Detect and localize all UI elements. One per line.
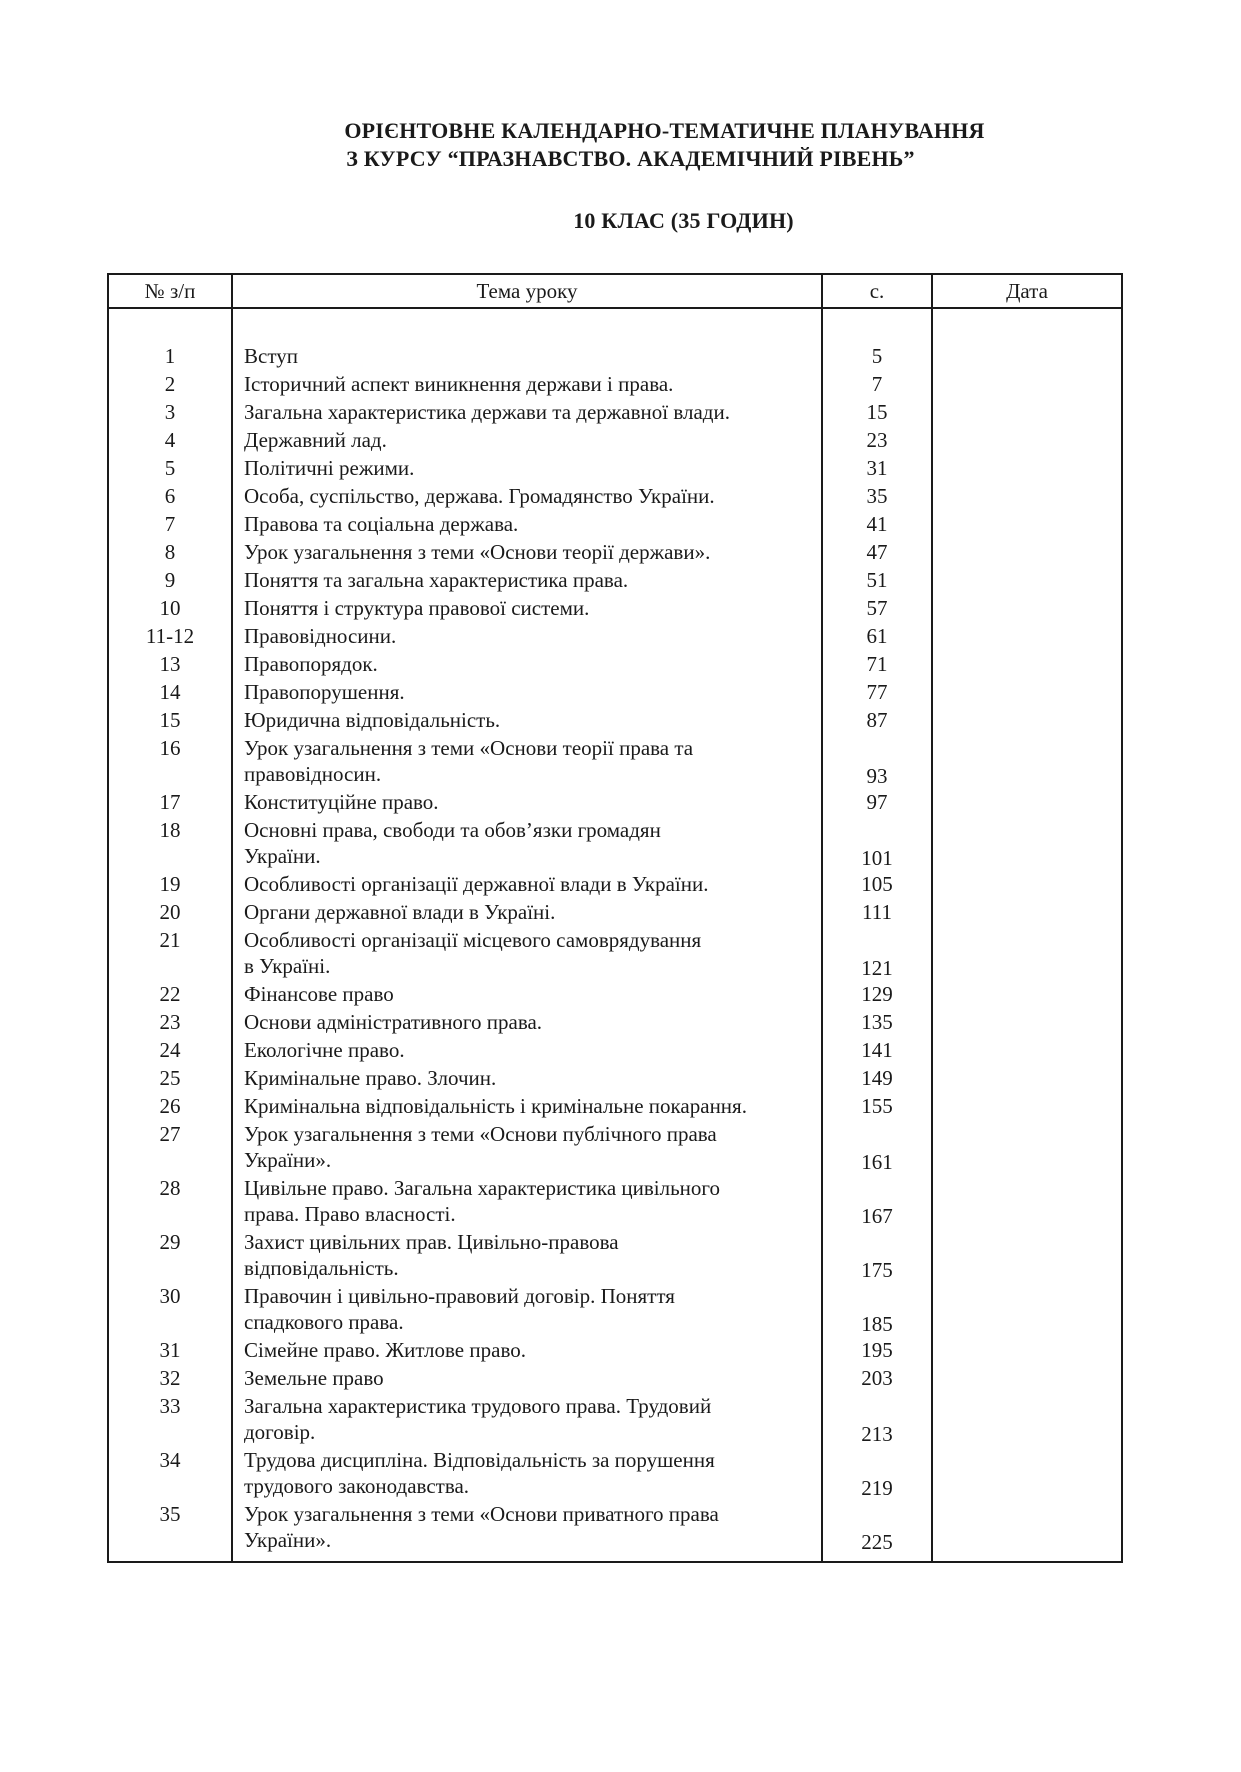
lesson-page-number: 175 xyxy=(861,1258,893,1282)
lesson-page xyxy=(823,595,931,623)
lesson-topic xyxy=(233,651,821,679)
lesson-number: 16 xyxy=(159,736,181,760)
lesson-topic-line: Урок узагальнення з теми «Основи публічного права xyxy=(244,1122,717,1146)
lesson-page-number: 35 xyxy=(866,484,888,508)
column-header-date: Дата xyxy=(932,274,1122,308)
lesson-topic xyxy=(233,899,821,927)
lesson-page xyxy=(823,817,931,871)
lesson-topic xyxy=(233,1229,821,1283)
lesson-number: 20 xyxy=(159,900,181,924)
lesson-page-number: 219 xyxy=(861,1476,893,1500)
lesson-topic-line: Урок узагальнення з теми «Основи теорії права та xyxy=(244,736,694,760)
lesson-page xyxy=(823,899,931,927)
lesson-topic xyxy=(233,871,821,899)
table-body-row xyxy=(108,308,1122,1562)
lesson-topic-line: Політичні режими. xyxy=(244,456,415,480)
lesson-page-number: 105 xyxy=(861,872,893,896)
lesson-topic-line: Історичний аспект виникнення держави і права. xyxy=(244,372,674,396)
lesson-page-number: 203 xyxy=(861,1366,893,1390)
lesson-number: 3 xyxy=(164,400,176,424)
lesson-number: 27 xyxy=(159,1122,181,1146)
lesson-topic xyxy=(233,1501,821,1555)
lesson-page xyxy=(823,623,931,651)
lesson-topic-line: України». xyxy=(244,1148,332,1172)
lesson-page xyxy=(823,567,931,595)
lesson-page xyxy=(823,981,931,1009)
lesson-topic-line: Кримінальна відповідальність і кримінальне покарання. xyxy=(244,1094,747,1118)
lesson-page xyxy=(823,1229,931,1283)
lesson-topic-line: Загальна характеристика трудового права. Трудовий xyxy=(244,1394,712,1418)
lesson-number: 22 xyxy=(159,982,181,1006)
lesson-page-number: 87 xyxy=(866,708,888,732)
lesson-page-number: 93 xyxy=(866,764,888,788)
lesson-page-number: 15 xyxy=(866,400,888,424)
lesson-topic-line: трудового законодавства. xyxy=(244,1474,470,1498)
lesson-page xyxy=(823,371,931,399)
lesson-topic-line: Урок узагальнення з теми «Основи приватного права xyxy=(244,1502,719,1526)
lesson-topic-line: договір. xyxy=(244,1420,316,1444)
lesson-number: 4 xyxy=(164,428,176,452)
lesson-page xyxy=(823,927,931,981)
lesson-number: 24 xyxy=(159,1038,181,1062)
lesson-topic xyxy=(233,1447,821,1501)
lesson-page-number: 61 xyxy=(866,624,888,648)
lesson-number: 10 xyxy=(159,596,181,620)
lesson-page xyxy=(823,1175,931,1229)
lesson-topic-line: Правопорядок. xyxy=(244,652,378,676)
lesson-topic-line: Сімейне право. Житлове право. xyxy=(244,1338,526,1362)
lesson-page-number: 51 xyxy=(866,568,888,592)
lesson-page-number: 213 xyxy=(861,1422,893,1446)
lesson-page xyxy=(823,707,931,735)
lesson-page xyxy=(823,427,931,455)
lesson-number: 31 xyxy=(159,1338,181,1362)
lesson-number: 9 xyxy=(164,568,176,592)
lesson-page-number: 101 xyxy=(861,846,893,870)
lesson-topic xyxy=(233,1337,821,1365)
lesson-page-number: 155 xyxy=(861,1094,893,1118)
lesson-number: 33 xyxy=(159,1394,181,1418)
lesson-topic-line: України». xyxy=(244,1528,332,1552)
lesson-topic xyxy=(233,679,821,707)
lesson-topic-line: Захист цивільних прав. Цивільно-правова xyxy=(244,1230,619,1254)
lesson-page-number: 149 xyxy=(861,1066,893,1090)
lesson-page xyxy=(823,1009,931,1037)
lesson-topic-line: Юридична відповідальність. xyxy=(244,708,501,732)
lesson-topic xyxy=(233,1037,821,1065)
lesson-topic-line: Вступ xyxy=(244,344,298,368)
lesson-topic xyxy=(233,1093,821,1121)
lesson-number: 2 xyxy=(164,372,176,396)
lesson-number: 19 xyxy=(159,872,181,896)
lesson-page-number: 121 xyxy=(861,956,893,980)
lesson-page xyxy=(823,735,931,789)
lesson-topic-line: права. Право власності. xyxy=(244,1202,456,1226)
lesson-topic xyxy=(233,567,821,595)
lesson-page xyxy=(823,871,931,899)
column-header-number: № з/п xyxy=(108,274,232,308)
lesson-topic-line: Трудова дисципліна. Відповідальність за порушення xyxy=(244,1448,715,1472)
lesson-page xyxy=(823,1065,931,1093)
lesson-number: 7 xyxy=(164,512,176,536)
lesson-topic xyxy=(233,1393,821,1447)
lesson-topic xyxy=(233,1009,821,1037)
lesson-plan-table xyxy=(107,273,1123,1563)
lesson-page-number: 23 xyxy=(866,428,888,452)
lesson-number: 29 xyxy=(159,1230,181,1254)
lesson-topic-line: Особливості організації місцевого самоврядування xyxy=(244,928,702,952)
lesson-page-number: 5 xyxy=(871,344,883,368)
lesson-topic xyxy=(233,539,821,567)
lesson-topic xyxy=(233,427,821,455)
lesson-number: 30 xyxy=(159,1284,181,1308)
lesson-topic-line: правовідносин. xyxy=(244,762,382,786)
lesson-page xyxy=(823,679,931,707)
lesson-topic xyxy=(233,817,821,871)
lesson-page xyxy=(823,1121,931,1175)
lesson-topic-line: Правова та соціальна держава. xyxy=(244,512,519,536)
lesson-number: 8 xyxy=(164,540,176,564)
lesson-topic xyxy=(233,707,821,735)
lesson-topic xyxy=(233,371,821,399)
lesson-topic-line: Правовідносини. xyxy=(244,624,397,648)
lesson-topic-line: Загальна характеристика держави та державної влади. xyxy=(244,400,730,424)
lesson-topic xyxy=(233,1121,821,1175)
lesson-topic xyxy=(233,483,821,511)
lesson-topic-line: Органи державної влади в Україні. xyxy=(244,900,556,924)
lesson-page xyxy=(823,1283,931,1337)
lesson-page xyxy=(823,651,931,679)
topic-column xyxy=(232,308,822,1562)
lesson-topic xyxy=(233,789,821,817)
lesson-topic-line: Правочин і цивільно-правовий договір. Поняття xyxy=(244,1284,675,1308)
lesson-page xyxy=(823,1093,931,1121)
document-title-line-2: З КУРСУ “ПРАЗНАВСТВО. АКАДЕМІЧНИЙ РІВЕНЬ” xyxy=(346,146,915,171)
lesson-page xyxy=(823,1037,931,1065)
lesson-topic-line: України. xyxy=(244,844,321,868)
lesson-topic-line: Фінансове право xyxy=(244,982,394,1006)
lesson-page-number: 47 xyxy=(866,540,888,564)
lesson-topic-line: Цивільне право. Загальна характеристика цивільного xyxy=(244,1176,721,1200)
lesson-number: 5 xyxy=(164,456,176,480)
lesson-page xyxy=(823,1365,931,1393)
lesson-number: 18 xyxy=(159,818,181,842)
lesson-page-number: 7 xyxy=(871,372,883,396)
lesson-page-number: 167 xyxy=(861,1204,893,1228)
lesson-topic xyxy=(233,623,821,651)
lesson-topic xyxy=(233,1065,821,1093)
lesson-number: 28 xyxy=(159,1176,181,1200)
lesson-page-number: 141 xyxy=(861,1038,893,1062)
lesson-topic-line: Екологічне право. xyxy=(244,1038,405,1062)
lesson-number: 1 xyxy=(164,344,176,368)
lesson-page xyxy=(823,343,931,371)
lesson-page-number: 161 xyxy=(861,1150,893,1174)
lesson-topic-line: Державний лад. xyxy=(244,428,387,452)
date-column xyxy=(932,308,1122,1562)
number-column xyxy=(108,308,232,1562)
lesson-number: 13 xyxy=(159,652,181,676)
lesson-number: 11-12 xyxy=(145,624,195,648)
lesson-page-number: 31 xyxy=(866,456,888,480)
lesson-number: 6 xyxy=(164,484,176,508)
lesson-number: 25 xyxy=(159,1066,181,1090)
lesson-number: 15 xyxy=(159,708,181,732)
lesson-page-number: 195 xyxy=(861,1338,893,1362)
column-header-topic: Тема уроку xyxy=(232,274,822,308)
lesson-number: 21 xyxy=(159,928,181,952)
lesson-page xyxy=(823,1447,931,1501)
lesson-page-number: 97 xyxy=(866,790,888,814)
lesson-topic xyxy=(233,1283,821,1337)
lesson-topic xyxy=(233,1365,821,1393)
lesson-topic xyxy=(233,511,821,539)
lesson-page-number: 71 xyxy=(866,652,888,676)
lesson-page-number: 77 xyxy=(866,680,888,704)
lesson-page xyxy=(823,539,931,567)
lesson-topic-line: Поняття і структура правової системи. xyxy=(244,596,590,620)
lesson-topic xyxy=(233,981,821,1009)
lesson-topic-line: Поняття та загальна характеристика права. xyxy=(244,568,629,592)
lesson-topic-line: відповідальність. xyxy=(244,1256,399,1280)
lesson-number: 14 xyxy=(159,680,181,704)
lesson-topic-line: Конституційне право. xyxy=(244,790,439,814)
lesson-page-number: 57 xyxy=(866,596,888,620)
lesson-page-number: 41 xyxy=(866,512,888,536)
document-subtitle: 10 КЛАС (35 ГОДИН) xyxy=(573,208,794,233)
lesson-number: 32 xyxy=(159,1366,181,1390)
lesson-page xyxy=(823,1501,931,1555)
lesson-topic-line: Особа, суспільство, держава. Громадянство України. xyxy=(244,484,715,508)
lesson-topic xyxy=(233,343,821,371)
document-title-line-1: ОРІЄНТОВНЕ КАЛЕНДАРНО-ТЕМАТИЧНЕ ПЛАНУВАННЯ xyxy=(344,118,985,143)
lesson-topic xyxy=(233,595,821,623)
table-header-row xyxy=(108,274,1122,308)
lesson-page-number: 129 xyxy=(861,982,893,1006)
lesson-page xyxy=(823,511,931,539)
lesson-number: 35 xyxy=(159,1502,181,1526)
lesson-page xyxy=(823,399,931,427)
lesson-topic xyxy=(233,1175,821,1229)
lesson-topic-line: Основні права, свободи та обов’язки громадян xyxy=(244,818,661,842)
lesson-number: 23 xyxy=(159,1010,181,1034)
lesson-page xyxy=(823,1393,931,1447)
column-header-page: с. xyxy=(822,274,932,308)
lesson-topic-line: Основи адміністративного права. xyxy=(244,1010,543,1034)
lesson-page-number: 135 xyxy=(861,1010,893,1034)
lesson-page xyxy=(823,1337,931,1365)
lesson-page xyxy=(823,789,931,817)
lesson-page xyxy=(823,483,931,511)
lesson-topic-line: Урок узагальнення з теми «Основи теорії держави». xyxy=(244,540,711,564)
lesson-topic-line: Кримінальне право. Злочин. xyxy=(244,1066,497,1090)
lesson-number: 17 xyxy=(159,790,181,814)
lesson-number: 34 xyxy=(159,1448,181,1472)
lesson-page-number: 111 xyxy=(862,900,892,924)
lesson-page-number: 225 xyxy=(861,1530,893,1554)
lesson-topic xyxy=(233,927,821,981)
lesson-topic xyxy=(233,735,821,789)
lesson-topic-line: в Україні. xyxy=(244,954,331,978)
lesson-page-number: 185 xyxy=(861,1312,893,1336)
lesson-topic-line: Особливості організації державної влади в України. xyxy=(244,872,709,896)
lesson-topic xyxy=(233,455,821,483)
lesson-topic-line: Земельне право xyxy=(244,1366,384,1390)
lesson-topic-line: Правопорушення. xyxy=(244,680,405,704)
page-column xyxy=(822,308,932,1562)
lesson-page xyxy=(823,455,931,483)
lesson-topic xyxy=(233,399,821,427)
lesson-topic-line: спадкового права. xyxy=(244,1310,404,1334)
lesson-number: 26 xyxy=(159,1094,181,1118)
